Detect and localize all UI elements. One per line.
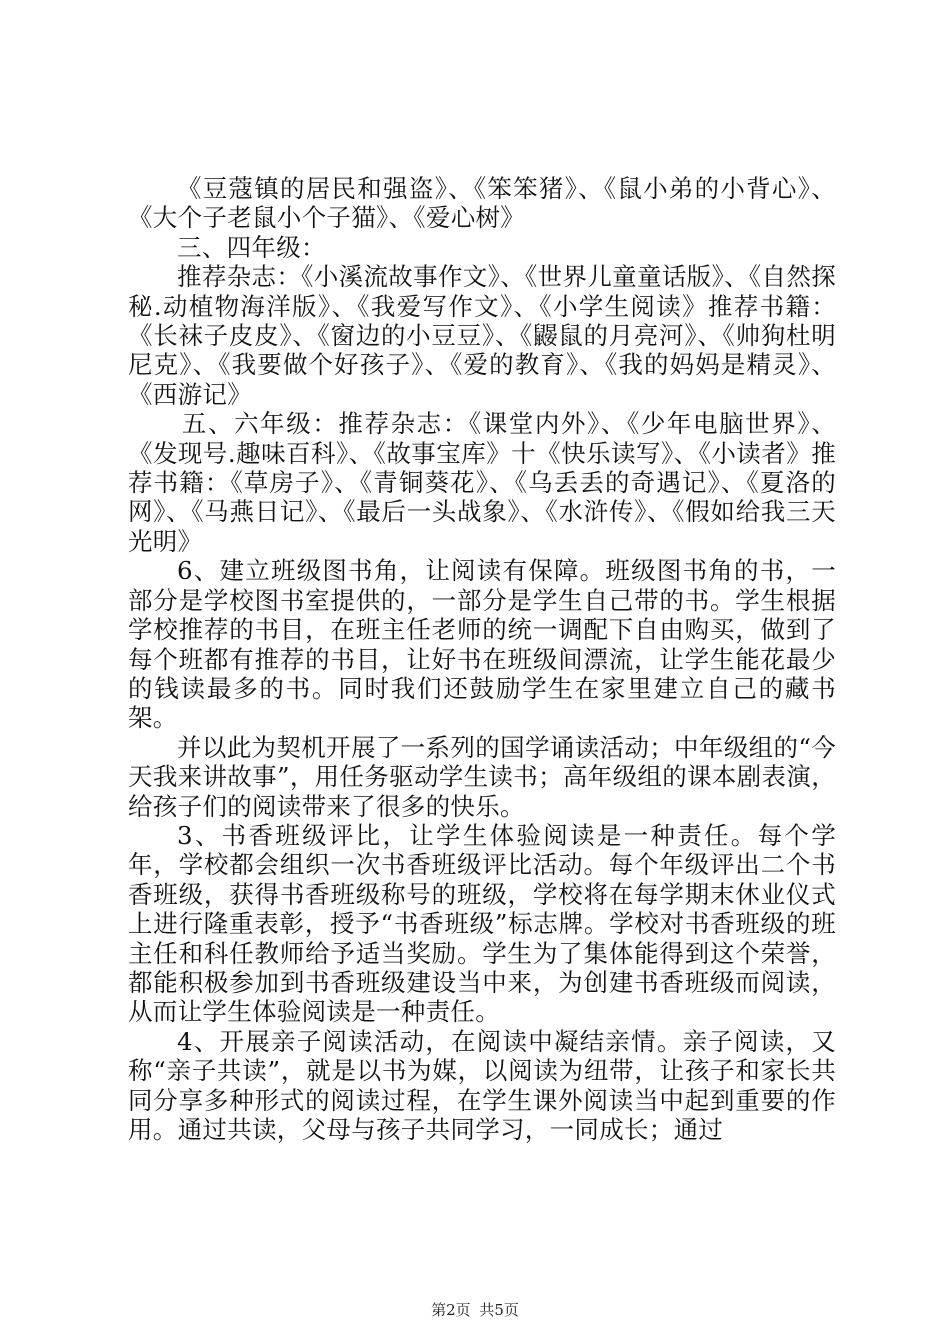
paragraph-parent-child-reading: 4、开展亲子阅读活动，在阅读中凝结亲情。亲子阅读，又称“亲子共读”，就是以书为媒，以阅读为纽带，让孩子和家长共同分享多种形式的阅读过程，在学生课外阅读当中起到重要的作用。通过共读，父母与孩子共同学习，一同成长；通过 bbox=[128, 1026, 836, 1144]
paragraph-grade-3-4-list: 推荐杂志：《小溪流故事作文》、《世界儿童童话版》、《自然探秘.动植物海洋版》、《我爱写作文》、《小学生阅读》推荐书籍：《长袜子皮皮》、《窗边的小豆豆》、《鼹鼠的月亮河》、《帅狗杜明尼克》、《我要做个好孩子》、《爱的教育》、《我的妈妈是精灵》、《西游记》 bbox=[128, 262, 836, 409]
page-footer bbox=[0, 1301, 950, 1319]
paragraph-book-list-lower: 《豆蔻镇的居民和强盗》、《笨笨猪》、《鼠小弟的小背心》、《大个子老鼠小个子猫》、《爱心树》 bbox=[128, 174, 836, 233]
paragraph-class-evaluation: 3、书香班级评比，让学生体验阅读是一种责任。每个学年，学校都会组织一次书香班级评比活动。每个年级评出二个书香班级，获得书香班级称号的班级，学校将在每学期末休业仪式上进行隆重表彰，授予“书香班级”标志牌。学校对书香班级的班主任和科任教师给予适当奖励。学生为了集体能得到这个荣誉，都能积极参加到书香班级建设当中来，为创建书香班级而阅读，从而让学生体验阅读是一种责任。 bbox=[128, 820, 836, 1027]
page-number: 第2页 bbox=[431, 1301, 471, 1319]
page-total: 共5页 bbox=[479, 1301, 519, 1319]
paragraph-classics-reading: 并以此为契机开展了一系列的国学诵读活动；中年级组的“今天我来讲故事”，用任务驱动学生读书；高年级组的课本剧表演，给孩子们的阅读带来了很多的快乐。 bbox=[128, 732, 836, 821]
paragraph-grade-3-4-heading: 三、四年级： bbox=[177, 232, 326, 262]
document-body bbox=[128, 174, 836, 1144]
paragraph-class-library: 6、建立班级图书角，让阅读有保障。班级图书角的书，一部分是学校图书室提供的，一部分是学生自己带的书。学生根据学校推荐的书目，在班主任老师的统一调配下自由购买，做到了每个班都有推荐的书目，让好书在班级间漂流，让学生能花最少的钱读最多的书。同时我们还鼓励学生在家里建立自己的藏书架。 bbox=[128, 556, 836, 733]
paragraph-grade-5-6-list: 五、六年级：推荐杂志：《课堂内外》、《少年电脑世界》、《发现号.趣味百科》、《故事宝库》十《快乐读写》、《小读者》推荐书籍：《草房子》、《青铜葵花》、《乌丢丢的奇遇记》、《夏洛的网》、《马燕日记》、《最后一头战象》、《水浒传》、《假如给我三天光明》 bbox=[128, 409, 836, 556]
